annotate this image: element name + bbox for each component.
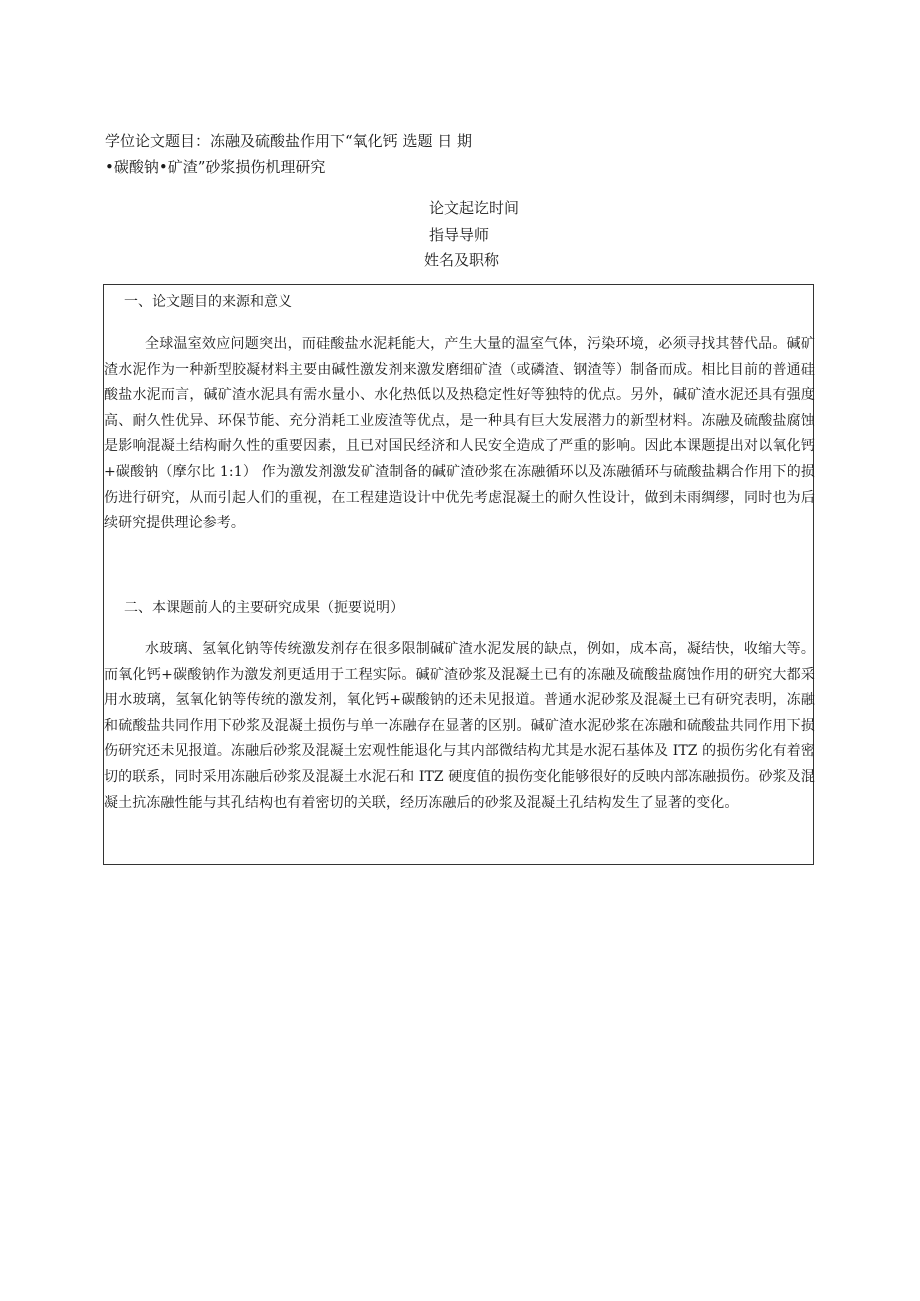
proposal-content-box: [103, 284, 814, 865]
thesis-period-label: 论文起讫时间: [429, 199, 520, 217]
thesis-title-line-2: •碳酸钠•矿渣”砂浆损伤机理研究: [105, 158, 326, 176]
advisor-label: 指导导师: [429, 226, 490, 244]
section-body-prior-research: 水玻璃、氢氧化钠等传统激发剂存在很多限制碱矿渣水泥发展的缺点，例如，成本高，凝结快，收缩大等。而氧化钙+碳酸钠作为激发剂更适用于工程实际。碱矿渣砂浆及混凝土已有的冻融及硫酸盐腐蚀作用的研究大都采用水玻璃，氢氧化钠等传统的激发剂，氧化钙+碳酸钠的还未见报道。普通水泥砂浆及混凝土已有研究表明，冻融和硫酸盐共同作用下砂浆及混凝土损伤与单一冻融存在显著的区别。碱矿渣水泥砂浆在冻融和硫酸盐共同作用下损伤研究还未见报道。冻融后砂浆及混凝土宏观性能退化与其内部微结构尤其是水泥石基体及 ITZ 的损伤劣化有着密切的联系，同时采用冻融后砂浆及混凝土水泥石和 ITZ 硬度值的损伤变化能够很好的反映内部冻融损伤。砂浆及混凝土抗冻融性能与其孔结构也有着密切的关联，经历冻融后的砂浆及混凝土孔结构发生了显著的变化。: [104, 641, 815, 811]
section-body-source-significance: 全球温室效应问题突出，而硅酸盐水泥耗能大，产生大量的温室气体，污染环境，必须寻找其替代品。碱矿渣水泥作为一种新型胶凝材料主要由碱性激发剂来激发磨细矿渣（或磷渣、钢渣等）制备而成。相比目前的普通硅酸盐水泥而言，碱矿渣水泥具有需水量小、水化热低以及热稳定性好等独特的优点。另外，碱矿渣水泥还具有强度高、耐久性优异、环保节能、充分消耗工业废渣等优点，是一种具有巨大发展潜力的新型材料。冻融及硫酸盐腐蚀是影响混凝土结构耐久性的重要因素，且已对国民经济和人民安全造成了严重的影响。因此本课题提出对以氧化钙+碳酸钠（摩尔比 1:1） 作为激发剂激发矿渣制备的碱矿渣砂浆在冻融循环以及冻融循环与硫酸盐耦合作用下的损伤进行研究，从而引起人们的重视，在工程建造设计中优先考虑混凝土的耐久性设计，做到未雨绸缪，同时也为后续研究提供理论参考。: [104, 336, 815, 532]
advisor-name-title-label: 姓名及职称: [424, 251, 500, 269]
section-heading-source-significance: 一、论文题目的来源和意义: [124, 294, 292, 310]
thesis-title-line-1: 学位论文题目：冻融及硫酸盐作用下“氧化钙 选题 日 期: [105, 132, 472, 150]
section-heading-prior-research: 二、本课题前人的主要研究成果（扼要说明）: [124, 600, 404, 616]
